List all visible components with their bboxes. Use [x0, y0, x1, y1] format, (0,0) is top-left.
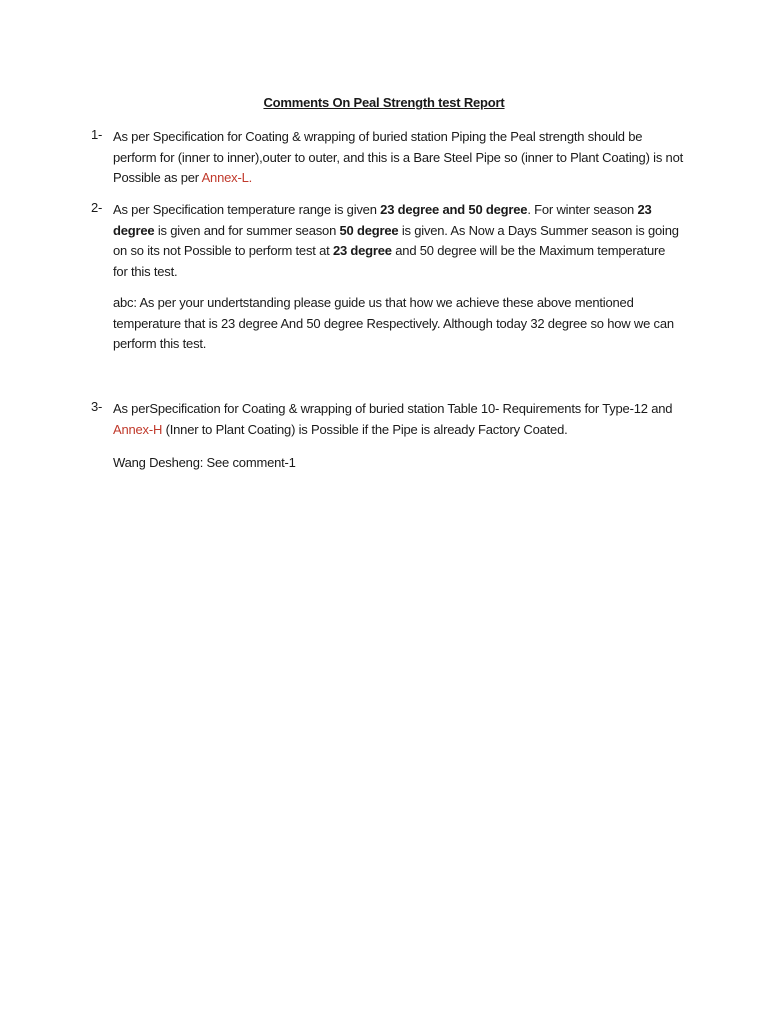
item-2-text-4: is given. As Now a Days Summer season is going on so its not Possible to perform test at — [113, 222, 679, 258]
item-2-bold-1: 23 degree and 50 degree — [380, 202, 528, 217]
item-number: 2- — [91, 200, 103, 215]
item-2-text-3: is given and for summer season — [154, 222, 340, 238]
item-2-bold-3: 50 degree — [339, 222, 399, 238]
item-2-bold-4: 23 degree — [332, 243, 392, 258]
item-text — [113, 127, 683, 189]
item-text — [113, 399, 683, 440]
reply-abc: abc: As per your undertstanding please guide us that how we achieve these above mentioned temperature that is 23 degree And 50 degree Respectively. Although today 32 degree so how we can perform this test. — [113, 295, 674, 351]
annex-h-reference: Annex-H — [113, 421, 163, 437]
reply-wang-desheng: Wang Desheng: See comment-1 — [113, 455, 296, 470]
item-number: 3- — [91, 399, 103, 414]
item-2-text-1: As per Specification temperature range is given — [113, 202, 381, 217]
item-text — [113, 200, 683, 282]
item-3-text-2: (Inner to Plant Coating) is Possible if the Pipe is already Factory Coated. — [162, 421, 568, 437]
item-2-bold-2: 23 degree — [113, 202, 652, 238]
document-title: Comments On Peal Strength test Report — [263, 95, 505, 110]
item-number: 1- — [91, 127, 103, 142]
item-2-text-5: and 50 degree will be the Maximum temperature for this test. — [113, 243, 666, 279]
item-3-text-1: As perSpecification for Coating & wrapping of buried station Table 10- Requirements for Type-12 and — [113, 401, 673, 416]
item-1-text: As per Specification for Coating & wrapping of buried station Piping the Peal strength should be perform for (inner to inner),outer to outer, and this is a Bare Steel Pipe so (inner to Plant Coating) is not Possible as per — [113, 129, 684, 185]
annex-l-reference: Annex-L. — [201, 170, 253, 185]
item-2-text-2: . For winter season — [527, 202, 638, 217]
